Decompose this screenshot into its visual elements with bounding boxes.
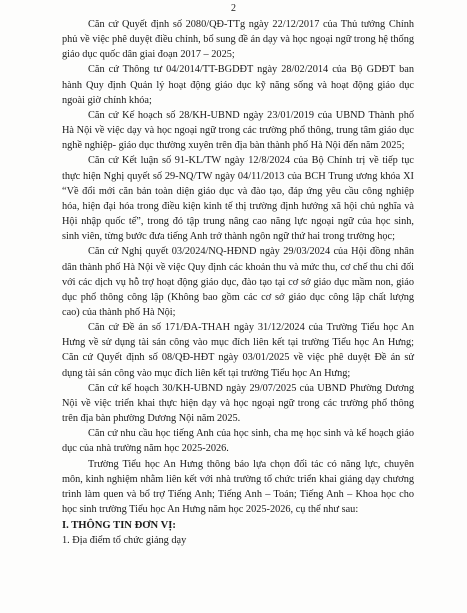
paragraph-resolution-03: Căn cứ Nghị quyết 03/2024/NQ-HĐND ngày 29/03/2024 của Hội đồng nhân dân thành phố Hà Nội về việc Quy định các khoản thu và mức thu, cơ chế thu chi đối với các dịch vụ hỗ trợ hoạt động giáo dục, đào tạo tại cơ sở giáo dục mầm non, giáo dục phổ thông công lập (Không bao gồm các cơ sở giáo dục công lập chất lượng cao) của thành phố Hà Nội; <box>62 246 414 318</box>
paragraph-plan-30: Căn cứ kế hoạch 30/KH-UBND ngày 29/07/2025 của UBND Phường Dương Nội về việc triển khai thực hiện dạy và học ngoại ngữ trong các trường phổ thông trên địa bàn phường Dương Nội năm 2025. <box>62 382 414 425</box>
paragraph-conclusion-91: Căn cứ Kết luận số 91-KL/TW ngày 12/8/2024 của Bộ Chính trị về tiếp tục thực hiện Nghị quyết số 29-NQ/TW ngày 04/11/2013 của BCH Trung ương khóa XI “Về đổi mới căn bản toàn diện giáo dục và đào tạo, đáp ứng yêu cầu công nghiệp hóa, hiện đại hóa trong điều kiện kinh tế thị trường định hướng xã hội chủ nghĩa và Hội nhập quốc tế”, trong đó tập trung nâng cao năng lực ngoại ngữ của học sinh, sinh viên, từng bước đưa tiếng Anh trở thành ngôn ngữ thứ hai trong trường học; <box>62 155 414 243</box>
paragraph-circular-04: Căn cứ Thông tư 04/2014/TT-BGDĐT ngày 28/02/2014 của Bộ GDĐT ban hành Quy định Quản lý hoạt động giáo dục kỹ năng sống và hoạt động giáo dục ngoài giờ chính khóa; <box>62 64 414 106</box>
paragraph-project-171: Căn cứ Đề án số 171/ĐA-THAH ngày 31/12/2024 của Trường Tiểu học An Hưng về sử dụng tài sản công vào mục đích liên kết tại trường Tiểu học An Hưng; Căn cứ Quyết định số 08/QĐ-HĐT ngày 03/01/2025 về việc phê duyệt Đề án sử dụng tài sản công vào mục đích liên kết tại trường Tiểu học An Hưng; <box>62 322 414 379</box>
section-heading-unit-info: I. THÔNG TIN ĐƠN VỊ: <box>62 520 176 532</box>
sub-item-teaching-location: 1. Địa điểm tổ chức giảng dạy <box>62 535 187 547</box>
document-body <box>62 17 414 548</box>
paragraph-decision-2080: Căn cứ Quyết định số 2080/QĐ-TTg ngày 22/12/2017 của Thủ tướng Chính phủ về việc phê duyệt điều chỉnh, bổ sung đề án dạy và học ngoại ngữ trong hệ thống giáo dục quốc dân giai đoạn 2017 – 2025; <box>62 19 414 61</box>
paragraph-announcement: Trường Tiểu học An Hưng thông báo lựa chọn đối tác có năng lực, chuyên môn, kinh nghiệm nhằm liên kết với nhà trường tổ chức triển khai giảng dạy chương trình làm quen và bổ trợ Tiếng Anh; Tiếng Anh – Toán; Tiếng Anh – Khoa học cho học sinh trường Tiểu học An Hưng năm học 2025-2026, cụ thể như sau: <box>62 458 414 515</box>
page-number: 2 <box>231 3 236 14</box>
paragraph-needs: Căn cứ nhu cầu học tiếng Anh của học sinh, cha mẹ học sinh và kế hoạch giáo dục của nhà trường năm học 2025-2026. <box>62 428 414 455</box>
paragraph-plan-28: Căn cứ Kế hoạch số 28/KH-UBND ngày 23/01/2019 của UBND Thành phố Hà Nội về việc dạy và học ngoại ngữ trong các trường phổ thông, trung tâm giáo dục nghề nghiệp- giáo dục thường xuyên trên địa bàn thành phố Hà Nội đến năm 2025; <box>62 109 414 152</box>
